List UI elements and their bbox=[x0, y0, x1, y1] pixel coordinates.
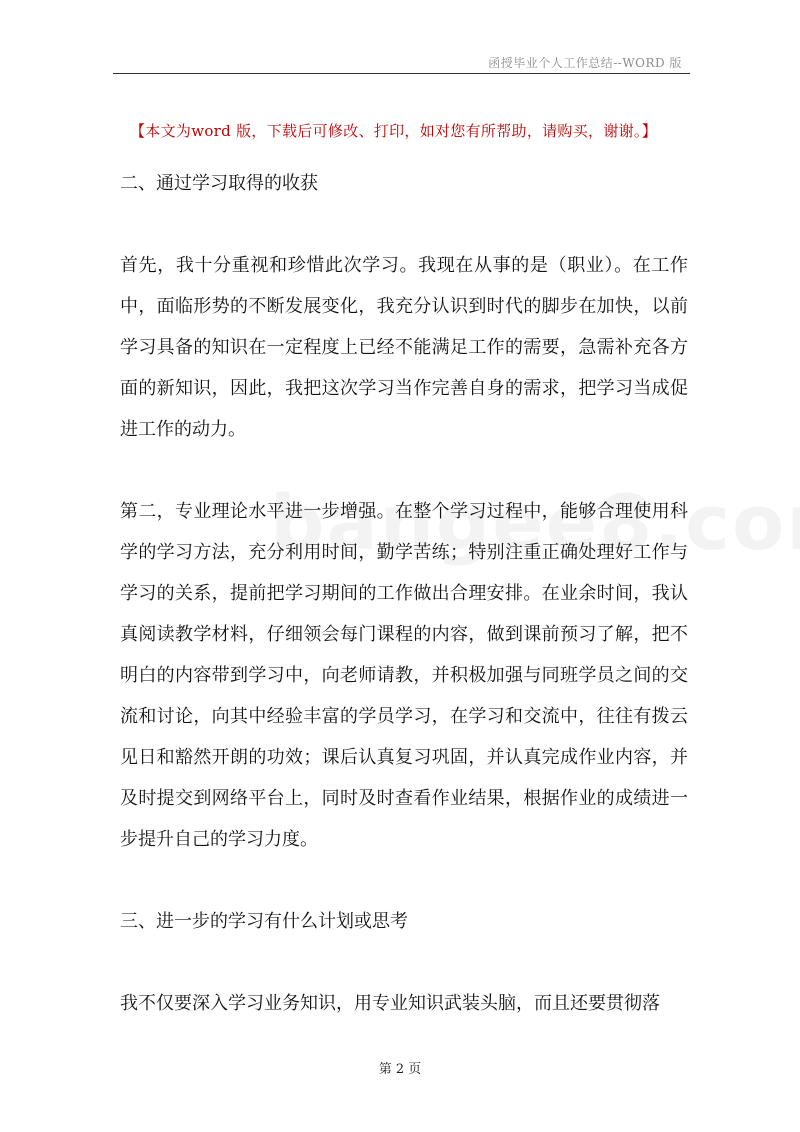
document-body bbox=[120, 163, 688, 1024]
paragraph-third: 我不仅要深入学习业务知识，用专业知识武装头脑，而且还要贯彻落 bbox=[120, 993, 660, 1014]
paragraph-first: 首先，我十分重视和珍惜此次学习。我现在从事的是（职业）。在工作中，面临形势的不断发展变化，我充分认识到时代的脚步在加快，以前学习具备的知识在一定程度上已经不能满足工作的需要，急需补充各方面的新知识，因此，我把这次学习当作完善自身的需求，把学习当成促进工作的动力。 bbox=[120, 255, 688, 440]
document-header-title: 函授毕业个人工作总结--WORD 版 bbox=[488, 56, 682, 70]
paragraph-gap bbox=[120, 860, 688, 901]
section-heading-gains: 二、通过学习取得的收获 bbox=[120, 173, 318, 194]
paragraph-second: 第二，专业理论水平进一步增强。在整个学习过程中，能够合理使用科学的学习方法，充分利用时间，勤学苦练；特别注重正确处理好工作与学习的关系，提前把学习期间的工作做出合理安排。在业余时间，我认真阅读教学材料，仔细领会每门课程的内容，做到课前预习了解，把不明白的内容带到学习中，向老师请教，并积极加强与同班学员之间的交流和讨论，向其中经验丰富的学员学习，在学习和交流中，往往有拨云见日和豁然开朗的功效；课后认真复习巩固，并认真完成作业内容，并及时提交到网络平台上，同时及时查看作业结果，根据作业的成绩进一步提升自己的学习力度。 bbox=[120, 501, 688, 850]
download-notice: 【本文为word 版，下载后可修改、打印，如对您有所帮助，请购买，谢谢。】 bbox=[130, 122, 658, 140]
page-number: 第 2 页 bbox=[378, 1062, 422, 1077]
paragraph-gap bbox=[120, 450, 688, 491]
header-divider bbox=[113, 73, 690, 74]
paragraph-gap bbox=[120, 204, 688, 245]
section-heading-plan: 三、进一步的学习有什么计划或思考 bbox=[120, 911, 408, 932]
paragraph-gap bbox=[120, 942, 688, 983]
